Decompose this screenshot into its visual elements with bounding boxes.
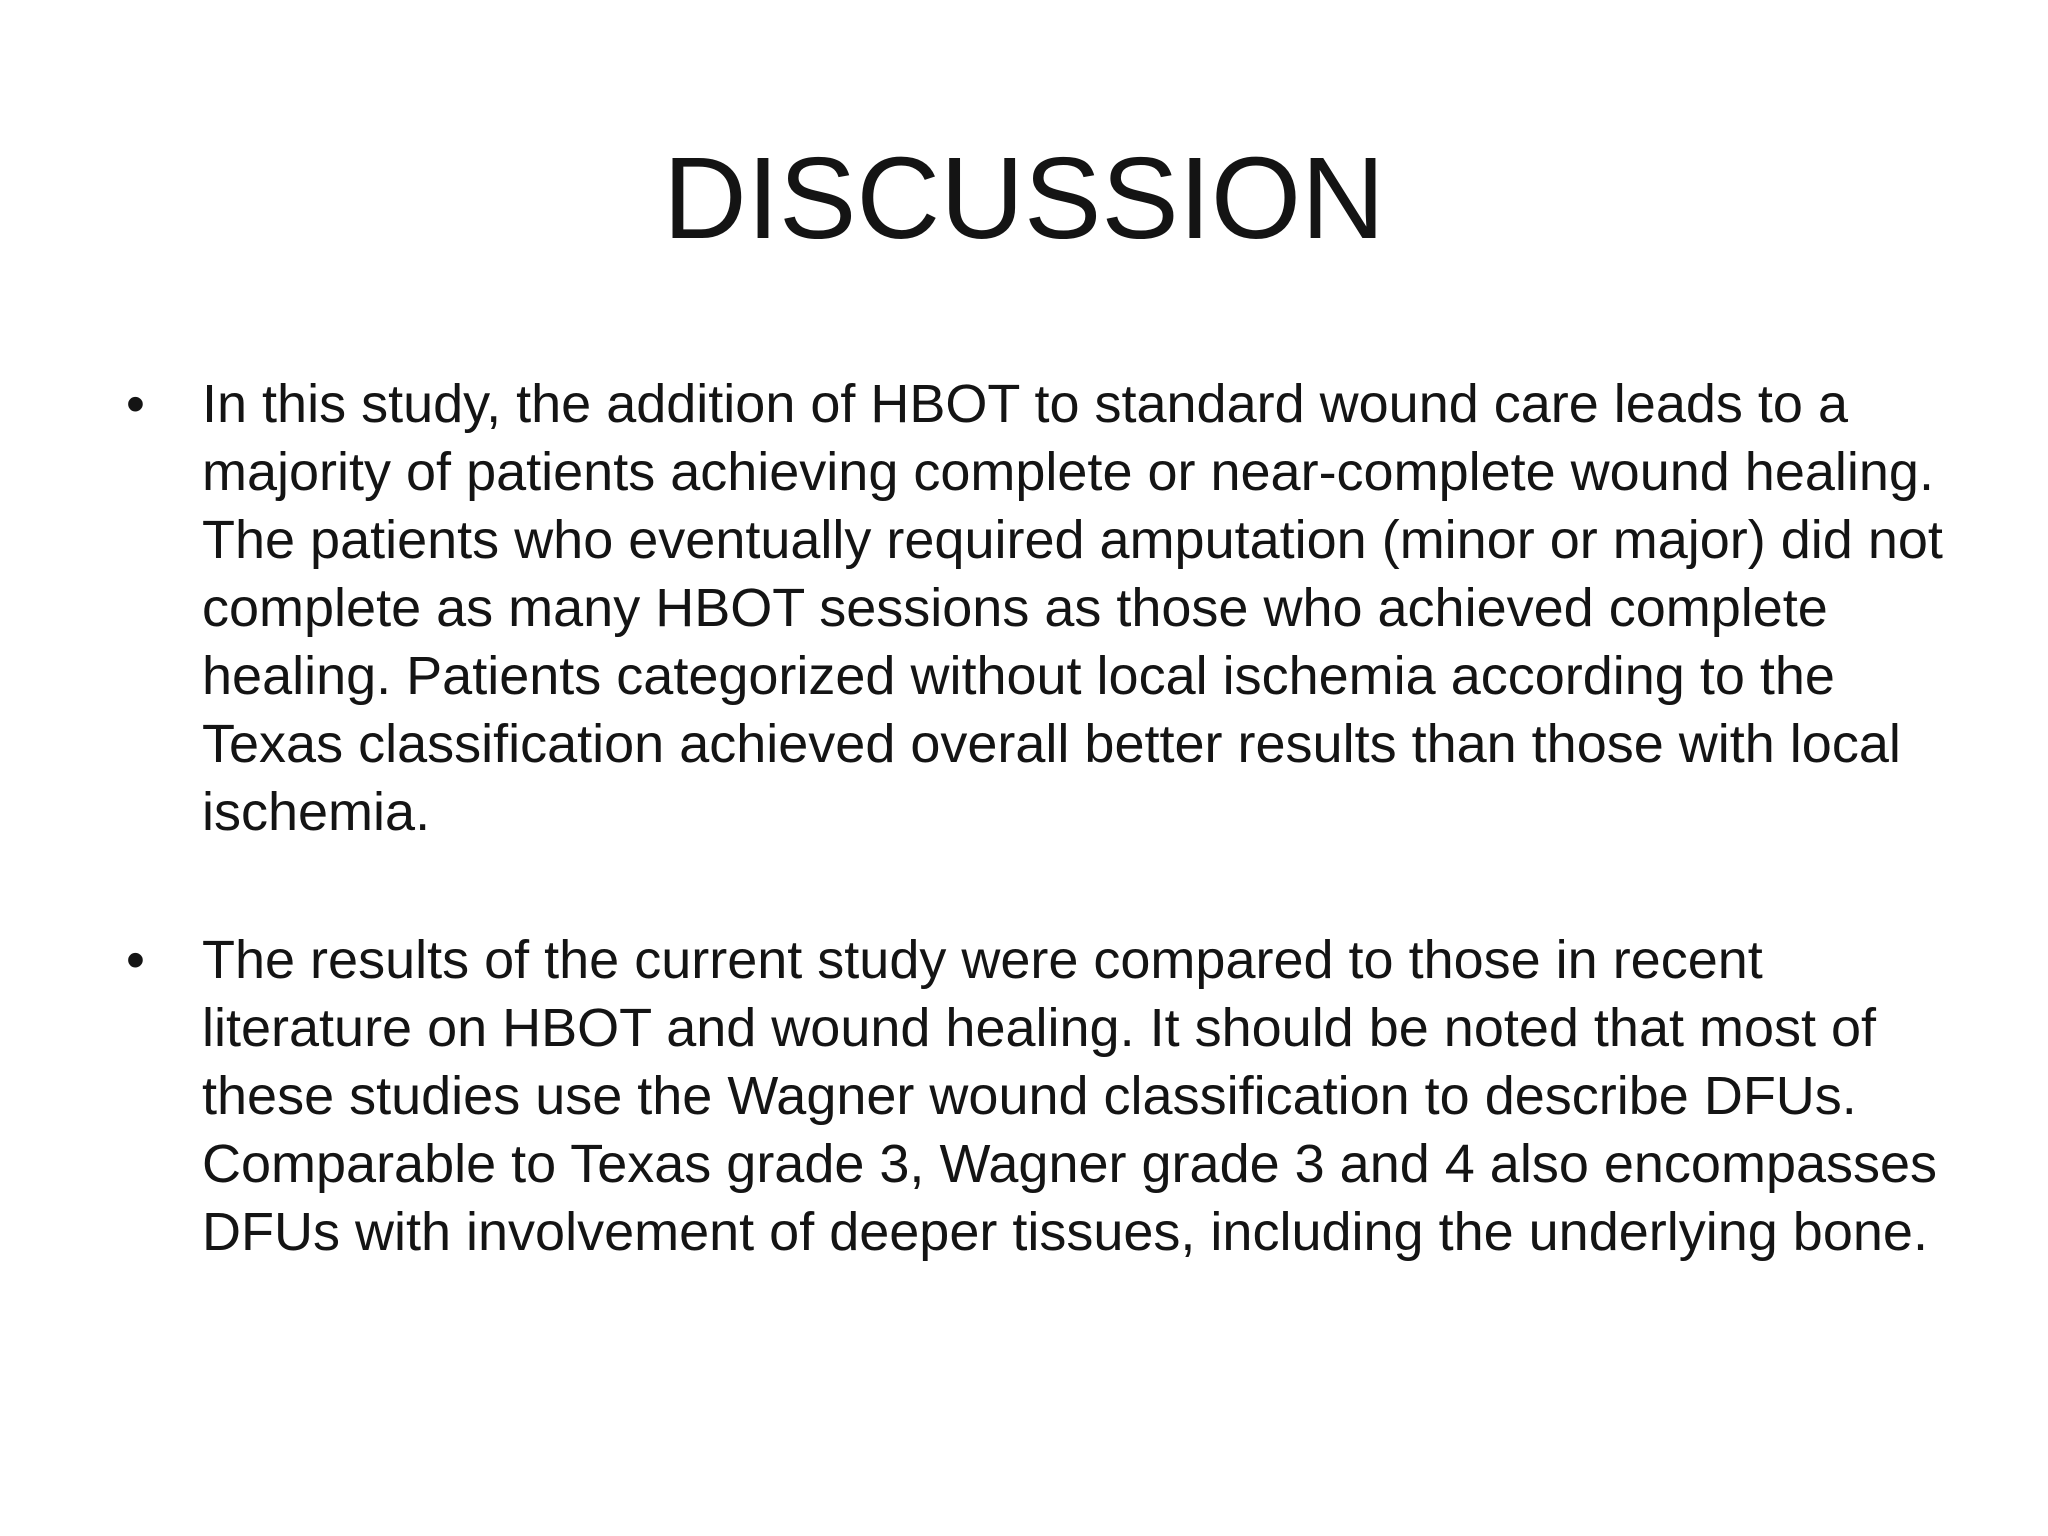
bullet-icon: • — [126, 374, 145, 434]
bullet-item — [118, 926, 1948, 1266]
bullet-text: The results of the current study were compared to those in recent literature on HBOT and wound healing. It should be noted that most of these studies use the Wagner wound classification to describe DFUs. Comparable to Texas grade 3, Wagner grade 3 and 4 also encompasses DFUs with involvement of deeper tissues, including the underlying bone. — [202, 930, 1938, 1262]
bullet-text: In this study, the addition of HBOT to standard wound care leads to a majority of patients achieving complete or near-complete wound healing. The patients who eventually required amputation (minor or major) did not complete as many HBOT sessions as those who achieved complete healing. Patients categorized without local ischemia according to the Texas classification achieved overall better results than those with local ischemia. — [202, 374, 1943, 842]
bullet-item — [118, 370, 1948, 846]
bullet-icon: • — [126, 930, 145, 990]
slide-title: DISCUSSION — [663, 133, 1385, 263]
bullet-list — [118, 370, 1948, 1346]
